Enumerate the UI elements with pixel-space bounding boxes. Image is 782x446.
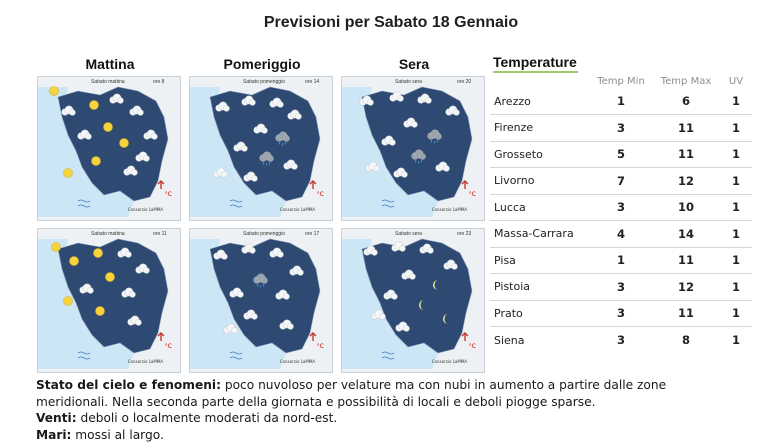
winds-line	[36, 410, 736, 427]
column-heading-morning: Mattina	[85, 56, 135, 72]
forecast-map-evening-2[interactable]	[341, 228, 485, 373]
city-name: Arezzo	[490, 88, 590, 115]
map-credit: Consorzio LaMMA	[279, 359, 315, 364]
sun-icon	[70, 257, 79, 266]
table-row	[490, 168, 752, 195]
map-hour-label: ore 20	[457, 79, 472, 85]
temp-min-value: 5	[590, 141, 652, 168]
temp-max-value: 11	[652, 300, 720, 327]
temp-max-value: 10	[652, 194, 720, 221]
temp-min-value: 1	[590, 88, 652, 115]
seas-label: Mari:	[36, 427, 72, 442]
forecast-map-morning-1[interactable]	[37, 76, 181, 221]
temp-max-value: 14	[652, 221, 720, 248]
map-name-label: Sabato mattina	[91, 231, 125, 237]
column-header-temp-min: Temp Min	[597, 75, 645, 87]
city-name: Pisa	[490, 247, 590, 274]
temperature-heading: Temperature	[493, 54, 577, 70]
column-header-temp-max: Temp Max	[660, 75, 712, 87]
sun-icon	[104, 123, 113, 132]
temp-max-value: 12	[652, 274, 720, 301]
city-name: Prato	[490, 300, 590, 327]
sun-icon	[90, 101, 99, 110]
city-name: Livorno	[490, 168, 590, 195]
page-title: Previsioni per Sabato 18 Gennaio	[263, 14, 519, 31]
uv-value: 1	[720, 115, 752, 142]
temp-max-value: 8	[681, 333, 690, 347]
sun-icon	[106, 273, 115, 282]
map-graphic	[38, 77, 181, 221]
sun-icon	[52, 243, 61, 252]
wind-arrow-icon	[310, 181, 316, 189]
city-name: Grosseto	[490, 141, 590, 168]
forecast-map-evening-1[interactable]	[341, 76, 485, 221]
temp-min-value: 3	[590, 274, 652, 301]
uv-value: 1	[720, 194, 752, 221]
temperature-unit-label: °C	[316, 343, 324, 350]
temperature-unit-label: °C	[468, 191, 476, 198]
uv-value: 1	[720, 168, 752, 195]
winds-label: Venti:	[36, 411, 77, 425]
map-hour-label: ore 8	[153, 79, 165, 85]
forecast-map-morning-2[interactable]	[37, 228, 181, 373]
temperature-unit-label: °C	[164, 343, 172, 350]
map-graphic	[190, 229, 333, 373]
wind-arrow-icon	[158, 333, 164, 341]
seas-text: mossi al largo.	[75, 427, 164, 442]
map-hour-label: ore 14	[305, 79, 320, 85]
temperature-unit-label: °C	[164, 191, 172, 198]
temp-min-value: 7	[590, 168, 652, 195]
city-name: Pistoia	[490, 274, 590, 301]
city-name: Siena	[494, 333, 525, 347]
temperature-table	[490, 74, 752, 353]
map-hour-label: ore 23	[457, 231, 472, 237]
temp-min-value: 3	[590, 300, 652, 327]
column-heading-afternoon: Pomeriggio	[223, 56, 301, 72]
sun-icon	[96, 307, 105, 316]
temp-max-value: 6	[652, 88, 720, 115]
table-row	[490, 115, 752, 142]
temp-min-value: 3	[616, 333, 625, 347]
city-name: Lucca	[490, 194, 590, 221]
wind-arrow-icon	[462, 333, 468, 341]
map-name-label: Sabato mattina	[91, 79, 125, 85]
sun-icon	[92, 157, 101, 166]
sun-icon	[94, 249, 103, 258]
column-heading-evening: Sera	[398, 56, 430, 72]
sun-icon	[64, 169, 73, 178]
temp-min-value: 3	[590, 115, 652, 142]
wind-arrow-icon	[310, 333, 316, 341]
uv-value: 1	[720, 221, 752, 248]
map-name-label: Sabato sera	[395, 79, 422, 85]
temperature-unit-label: °C	[316, 191, 324, 198]
column-header-city	[490, 74, 590, 88]
uv-value: 1	[731, 333, 740, 347]
table-row	[490, 274, 752, 301]
temp-min-value: 4	[590, 221, 652, 248]
sky-conditions-label: Stato del cielo e fenomeni:	[36, 378, 221, 392]
map-name-label: Sabato sera	[395, 231, 422, 237]
forecast-map-afternoon-1[interactable]	[189, 76, 333, 221]
table-row	[490, 327, 752, 354]
table-row	[490, 141, 752, 168]
temp-max-value: 11	[652, 115, 720, 142]
table-row	[490, 300, 752, 327]
map-graphic	[190, 77, 333, 221]
sun-icon	[64, 297, 73, 306]
map-graphic	[342, 229, 485, 373]
uv-value: 1	[720, 300, 752, 327]
map-credit: Consorzio LaMMA	[431, 359, 467, 364]
uv-value: 1	[720, 88, 752, 115]
forecast-map-afternoon-2[interactable]	[189, 228, 333, 373]
forecast-description	[36, 377, 736, 443]
map-credit: Consorzio LaMMA	[127, 207, 163, 212]
cloud-icon	[392, 242, 406, 252]
wind-arrow-icon	[158, 181, 164, 189]
temp-min-value: 1	[590, 247, 652, 274]
table-row	[490, 247, 752, 274]
temp-max-value: 11	[652, 141, 720, 168]
map-graphic	[38, 229, 181, 373]
uv-value: 1	[720, 247, 752, 274]
map-credit: Consorzio LaMMA	[127, 359, 163, 364]
map-hour-label: ore 17	[305, 231, 320, 237]
map-hour-label: ore 11	[153, 231, 167, 237]
seas-line	[36, 427, 736, 444]
sky-conditions-text: poco nuvoloso per velature ma con nubi in aumento a partire dalle zone meridionali. Nella seconda parte della giornata e possibilità di locali e deboli piogge sparse.	[36, 378, 667, 409]
city-name: Massa-Carrara	[490, 221, 590, 248]
wind-arrow-icon	[462, 181, 468, 189]
table-row	[490, 194, 752, 221]
sky-conditions-line	[36, 377, 736, 410]
city-name: Firenze	[490, 115, 590, 142]
temp-min-value: 3	[590, 194, 652, 221]
map-graphic	[342, 77, 485, 221]
temperature-unit-label: °C	[468, 343, 476, 350]
uv-value: 1	[720, 274, 752, 301]
sun-icon	[120, 139, 129, 148]
winds-text: deboli o localmente moderati da nord-est.	[80, 411, 338, 425]
table-row	[490, 221, 752, 248]
temperature-heading-underline	[493, 71, 578, 73]
table-header-row	[490, 74, 752, 88]
map-name-label: Sabato pomeriggio	[243, 79, 285, 85]
sun-icon	[50, 87, 59, 96]
map-credit: Consorzio LaMMA	[431, 207, 467, 212]
column-header-uv: UV	[728, 75, 744, 87]
uv-value: 1	[720, 141, 752, 168]
temp-max-value: 11	[652, 247, 720, 274]
map-name-label: Sabato pomeriggio	[243, 231, 285, 237]
map-credit: Consorzio LaMMA	[279, 207, 315, 212]
table-row	[490, 88, 752, 115]
temp-max-value: 12	[652, 168, 720, 195]
